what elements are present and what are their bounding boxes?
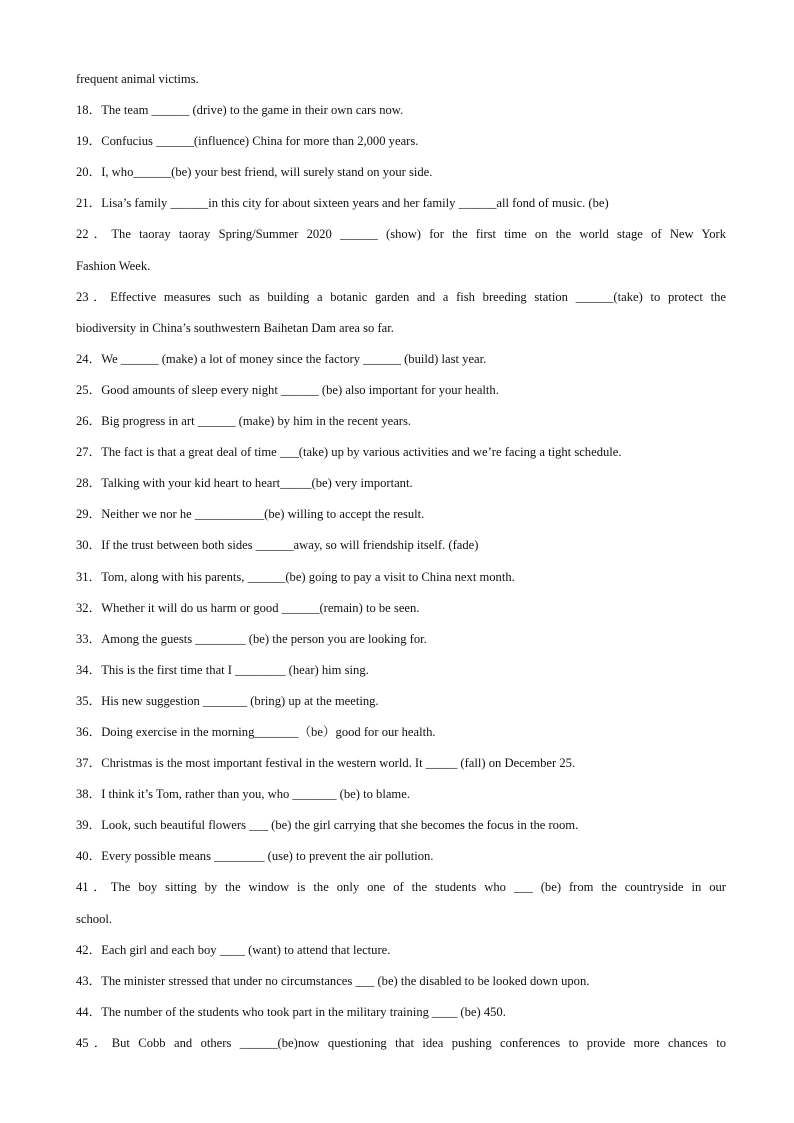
question-44: 44．The number of the students who took part in the military training ____ (be) 450.	[76, 1004, 506, 1019]
question-42: 42．Each girl and each boy ____ (want) to attend that lecture.	[76, 942, 391, 957]
question-24: 24．We ______ (make) a lot of money since the factory ______ (build) last year.	[76, 351, 487, 366]
question-38: 38．I think it’s Tom, rather than you, who _______ (be) to blame.	[76, 787, 410, 802]
question-30: 30．If the trust between both sides ______away, so will friendship itself. (fade)	[76, 538, 479, 553]
question-37: 37．Christmas is the most important festival in the western world. It _____ (fall) on December 25.	[76, 756, 576, 771]
question-19: 19．Confucius ______(influence) China for more than 2,000 years.	[76, 134, 419, 149]
question-29: 29．Neither we nor he ___________(be) willing to accept the result.	[76, 507, 425, 522]
question-23: 23．Effective measures such as building a botanic garden and a fish breeding station ______(take) to protect the	[76, 289, 726, 304]
question-39: 39．Look, such beautiful flowers ___ (be) the girl carrying that she becomes the focus in the room.	[76, 818, 579, 833]
question-28: 28．Talking with your kid heart to heart_____(be) very important.	[76, 476, 413, 491]
question-22-continued: Fashion Week.	[76, 258, 151, 273]
question-18: 18．The team ______ (drive) to the game in their own cars now.	[76, 103, 404, 118]
question-40: 40．Every possible means ________ (use) to prevent the air pollution.	[76, 849, 434, 864]
question-41: 41．The boy sitting by the window is the only one of the students who ___ (be) from the countryside in our	[76, 880, 726, 895]
question-32: 32．Whether it will do us harm or good ______(remain) to be seen.	[76, 600, 420, 615]
question-31: 31．Tom, along with his parents, ______(be) going to pay a visit to China next month.	[76, 569, 515, 584]
question-34: 34．This is the first time that I ________ (hear) him sing.	[76, 662, 369, 677]
question-41-continued: school.	[76, 911, 113, 926]
question-45: 45．But Cobb and others ______(be)now questioning that idea pushing conferences to provide more chances to	[76, 1035, 726, 1050]
question-21: 21．Lisa’s family ______in this city for about sixteen years and her family ______all fond of music. (be)	[76, 196, 609, 211]
question-27: 27．The fact is that a great deal of time ___(take) up by various activities and we’re facing a tight schedule.	[76, 445, 622, 460]
question-35: 35．His new suggestion _______ (bring) up at the meeting.	[76, 693, 379, 708]
question-22: 22．The taoray taoray Spring/Summer 2020 ______ (show) for the first time on the world stage of New York	[76, 227, 726, 242]
question-20: 20．I, who______(be) your best friend, will surely stand on your side.	[76, 165, 433, 180]
question-36: 36．Doing exercise in the morning_______（be）good for our health.	[76, 724, 436, 739]
question-26: 26．Big progress in art ______ (make) by him in the recent years.	[76, 414, 412, 429]
text-line: frequent animal victims.	[76, 72, 199, 86]
question-43: 43．The minister stressed that under no circumstances ___ (be) the disabled to be looked down upon.	[76, 973, 590, 988]
exercise-list	[76, 64, 726, 1059]
question-33: 33．Among the guests ________ (be) the person you are looking for.	[76, 631, 427, 646]
question-25: 25．Good amounts of sleep every night ______ (be) also important for your health.	[76, 382, 499, 397]
question-23-continued: biodiversity in China’s southwestern Baihetan Dam area so far.	[76, 320, 394, 335]
